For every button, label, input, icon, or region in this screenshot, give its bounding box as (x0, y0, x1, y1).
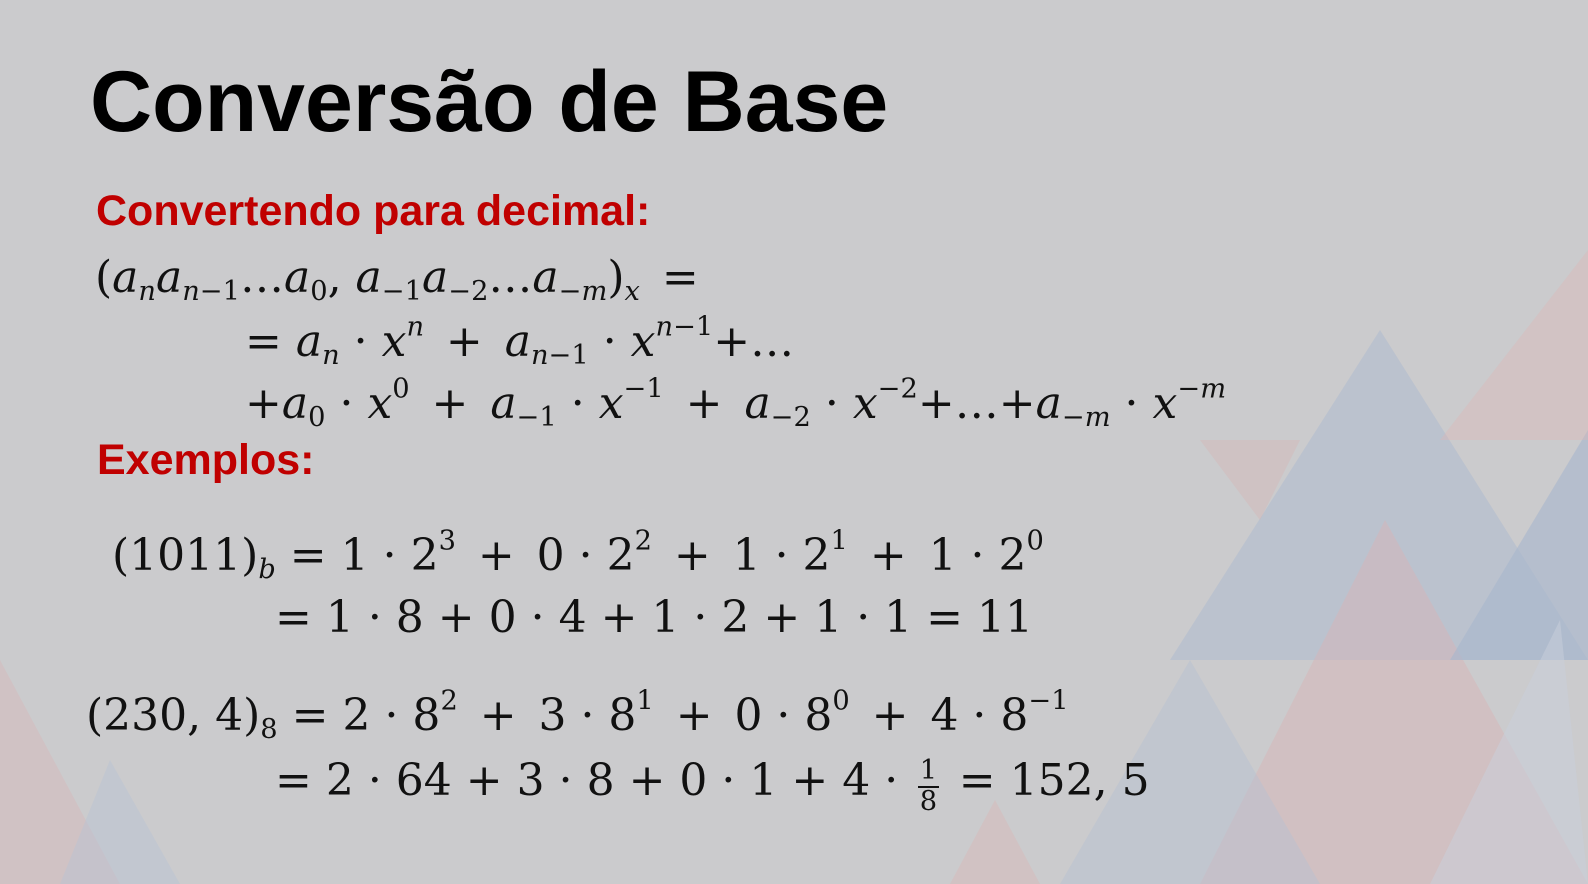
fraction-one-eighth: $\frac{1}{8}$ (918, 757, 940, 816)
formula-general-line-1: ($a_na_{n-1}\dots a_0$, $a_{-1}a_{-2}\dots a_{-m})_x$ = (95, 252, 699, 308)
heading-examples: Exemplos: (97, 436, 315, 484)
example-1-result: 11 (977, 592, 1034, 643)
example-2-line-1: (230, $4)_8 = 2 \cdot 8^2 + 3 \cdot 8^1 + 0 \cdot 8^0 + 4 \cdot 8^{-1}$ (86, 685, 1069, 746)
example-1-lhs: $(1011)_b$ (112, 530, 276, 586)
example-2-lhs: (230, $4)_8$ (86, 690, 278, 746)
example-1-line-2: = 1 · 8 + 0 · 4 + 1 · 2 + 1 · 1 = 11 (275, 592, 1034, 643)
example-2-result: 152, 5 (1009, 755, 1150, 806)
formula-general-line-2: = $a_n \cdot x^n + a_{n-1}$ · $x^{n-1}+\dots$ (245, 311, 795, 372)
page-title: Conversão de Base (90, 54, 889, 150)
example-1-line-1: $(1011)_b = 1 \cdot 2^3 + 0 \cdot 2^2 + 1 \cdot 2^1 + 1 \cdot 2^0$ (112, 525, 1044, 586)
bg-triangle (1440, 250, 1588, 440)
heading-converting: Convertendo para decimal: (96, 187, 651, 235)
formula-general-line-3: $+a_0 \cdot x^0 + a_{-1} \cdot x^{-1} + a_{-2}$ · $x^{-2}+\dots+a_{-m} \cdot x^{-m}$ (245, 373, 1227, 434)
example-2-line-2: = 2 · 64 + 3 · 8 + 0 · 1 + 4 · $\frac{1}{8}$ = 152, 5 (275, 755, 1150, 817)
